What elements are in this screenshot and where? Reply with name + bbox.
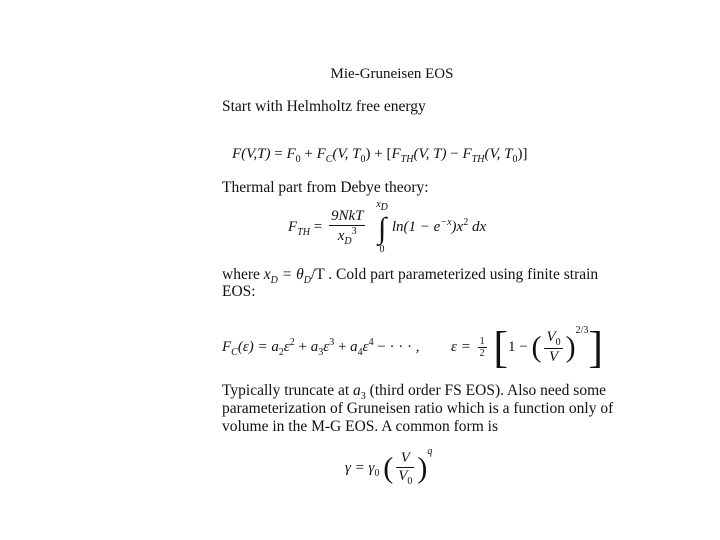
eq-sub: 4 <box>357 346 363 358</box>
eq-sup: 2/3 <box>575 324 589 336</box>
eq-term: F <box>391 146 401 162</box>
eq-op: − · · · , <box>373 338 420 355</box>
eq-term: a <box>271 338 279 355</box>
thermal-text: Thermal part from Debye theory: <box>222 179 429 196</box>
equation-debye <box>288 200 486 255</box>
eq-sup: q <box>427 446 433 457</box>
eq-term: x <box>263 266 271 283</box>
bracket-left: [ <box>493 323 508 372</box>
eq-sub: 2 <box>278 346 284 358</box>
eq-sub: D <box>344 236 352 247</box>
eq-term: F <box>462 146 472 162</box>
eq-term: a <box>350 338 358 355</box>
where-text <box>222 266 598 286</box>
lower-limit: 0 <box>379 244 385 255</box>
fraction-v0-v <box>544 329 562 366</box>
eq-sub: 3 <box>318 346 324 358</box>
eq-term: F <box>286 146 296 162</box>
equation-gruneisen <box>345 446 432 487</box>
eq-op: + <box>300 146 317 162</box>
eq-op: + [ <box>370 146 392 162</box>
eq-term: F <box>222 338 232 355</box>
paren-left: ( <box>531 330 542 364</box>
eq-op: + <box>334 338 351 355</box>
intro-text: Start with Helmholtz free energy <box>222 98 426 115</box>
paren-right: ) <box>565 330 576 364</box>
numerator <box>544 329 562 348</box>
paren-right: ) <box>417 451 428 485</box>
eq-term: F <box>288 218 298 235</box>
fraction <box>329 208 366 247</box>
denominator <box>396 468 414 487</box>
eq-sub: 0 <box>374 468 380 479</box>
eq-term: a <box>353 382 361 399</box>
eq-op: + <box>294 338 311 355</box>
eq-term: ε <box>323 338 330 355</box>
eq-term: dx <box>468 218 487 235</box>
eq-term: (V, T <box>332 146 361 162</box>
fraction-half <box>478 336 487 359</box>
where-text-line2: EOS: <box>222 283 256 300</box>
eq-term: 1 − <box>507 338 532 355</box>
para-line2: parameterization of Gruneisen ratio which is a function only of <box>222 400 614 417</box>
eq-sup: 2 <box>289 336 295 348</box>
numerator: 9NkT <box>330 208 364 224</box>
text: Typically truncate at <box>222 382 354 399</box>
eq-sub: 0 <box>512 154 518 165</box>
numerator: 1 <box>479 336 485 347</box>
eq-sub: TH <box>400 154 414 165</box>
eq-term: γ = γ <box>345 460 375 476</box>
denominator: 2 <box>479 348 485 359</box>
eq-term: x <box>376 199 381 210</box>
eq-sub: 0 <box>360 154 366 165</box>
eq-op: − <box>446 146 463 162</box>
eq-sup: 3 <box>351 226 357 237</box>
eq-term: )x <box>451 218 464 235</box>
eq-op: ) <box>365 146 371 162</box>
eq-term: F(V,T) <box>232 146 271 162</box>
denominator <box>329 226 366 247</box>
eq-term: (ε) = <box>237 338 272 355</box>
eq-term: = θ <box>277 266 304 283</box>
eq-sub: D <box>270 275 278 287</box>
text: /T . Cold part parameterized using finite strain <box>310 266 599 283</box>
eq-term: ε <box>283 338 290 355</box>
eq-sub: 0 <box>295 154 301 165</box>
text: where <box>222 266 264 283</box>
eq-term: ln(1 − e <box>391 218 441 235</box>
eq-term: (V, T) <box>413 146 447 162</box>
upper-limit <box>376 199 388 213</box>
eq-op: = <box>270 146 287 162</box>
fraction-v-v0 <box>396 450 414 487</box>
denominator: V <box>544 348 562 366</box>
eq-sup: 4 <box>368 336 374 348</box>
eq-term: a <box>310 338 319 355</box>
eq-term: (V, T <box>484 146 513 162</box>
eq-op: = <box>309 218 326 235</box>
paren-left: ( <box>383 451 394 485</box>
eq-term: V <box>398 468 408 485</box>
text: (third order FS EOS). Also need some <box>365 382 607 399</box>
eq-sup: 3 <box>329 336 335 348</box>
eq-sub: D <box>303 275 311 287</box>
equation-helmholtz <box>232 146 528 165</box>
integral <box>376 200 388 255</box>
para-line3: volume in the M-G EOS. A common form is <box>222 418 498 435</box>
eq-term: ε <box>362 338 369 355</box>
eq-sub: C <box>325 154 333 165</box>
eq-op: )] <box>517 146 528 162</box>
eq-sub: C <box>231 346 238 358</box>
eq-sub: 0 <box>555 337 561 348</box>
eq-sup: −x <box>440 216 452 228</box>
eq-sub: TH <box>297 226 310 238</box>
eq-term: V <box>546 329 556 345</box>
eq-sub: TH <box>471 154 485 165</box>
eq-term: x <box>337 228 345 244</box>
numerator: V <box>396 450 414 468</box>
eq-term: ε = <box>451 338 475 355</box>
eq-term: F <box>316 146 326 162</box>
eq-sup: 2 <box>463 216 469 228</box>
eq-sub: 3 <box>360 391 366 403</box>
integral-sign-icon: ∫ <box>377 212 387 245</box>
equation-cold-part <box>222 322 603 373</box>
bracket-right: ] <box>588 323 604 372</box>
eq-sub: 0 <box>407 476 413 488</box>
eq-sub: D <box>380 202 388 213</box>
slide-title: Mie-Gruneisen EOS <box>330 66 454 82</box>
